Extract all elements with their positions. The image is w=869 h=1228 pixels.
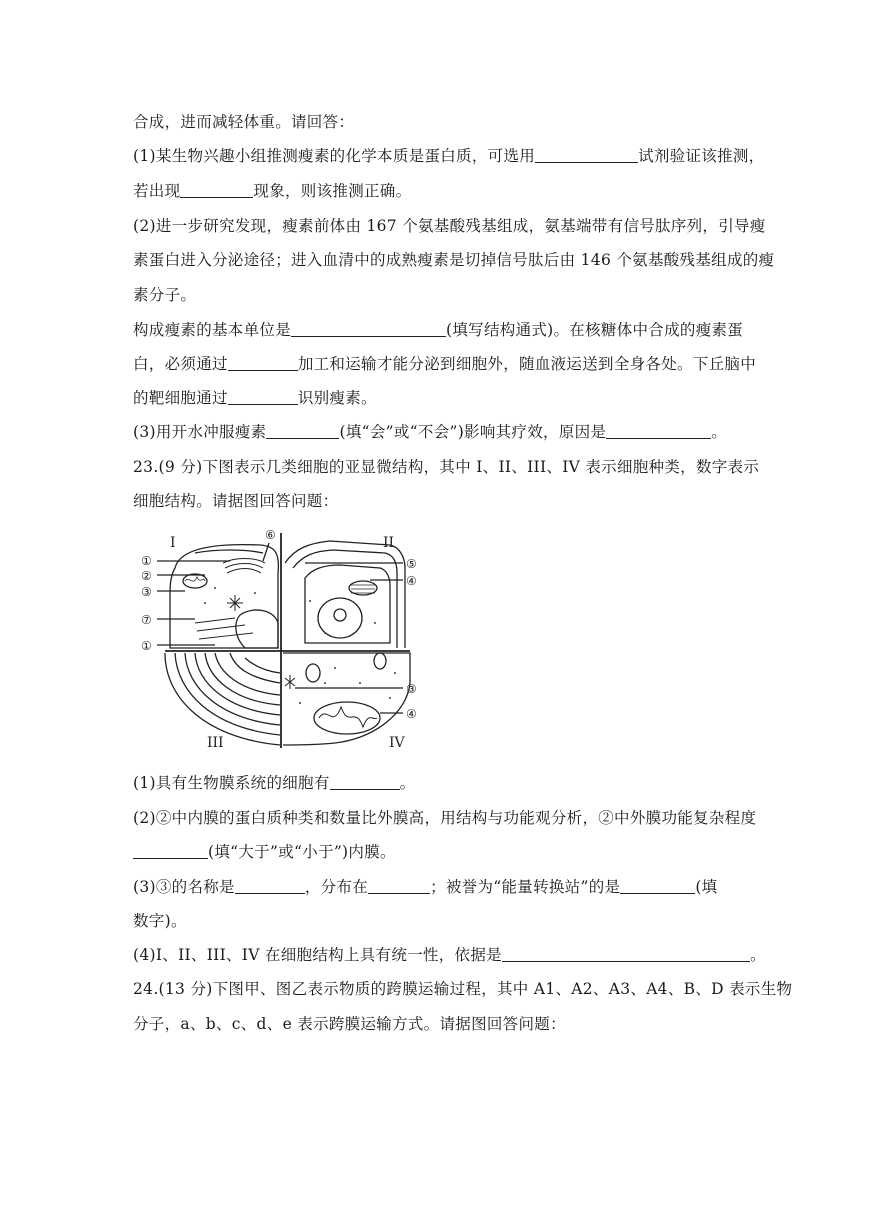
structure-marker: ⑦: [141, 613, 152, 627]
cell-structure-figure: [135, 523, 435, 753]
text-line: 若出现 现象，则该推测正确。: [133, 182, 412, 200]
answer-blank[interactable]: [535, 148, 638, 163]
text-line: 合成，进而减轻体重。请回答：: [133, 113, 355, 131]
text-line: 素蛋白进入分泌途径；进入血清中的成熟瘦素是切掉信号肽后由 146 个氨基酸残基组成的瘦: [133, 251, 775, 269]
structure-marker: ①: [141, 554, 152, 568]
answer-blank[interactable]: [235, 879, 305, 894]
structure-marker: ②: [141, 569, 152, 583]
structure-marker: ④: [406, 574, 417, 588]
text-line: (1)具有生物膜系统的细胞有 。: [133, 774, 416, 792]
structure-marker: ⑤: [406, 557, 417, 571]
quadrant-label: III: [207, 735, 224, 751]
text-line: 白，必须通过 加工和运输才能分泌到细胞外，随血液运送到全身各处。下丘脑中: [133, 355, 757, 373]
answer-blank[interactable]: [180, 183, 253, 198]
question-24-heading: 24.(13 分)下图甲、图乙表示物质的跨膜运输过程，其中 A1、A2、A3、A4、B、D 表示生物: [133, 980, 793, 998]
answer-blank[interactable]: [228, 356, 298, 371]
answer-blank[interactable]: [266, 424, 339, 439]
structure-marker: ④: [406, 707, 417, 721]
structure-marker: ①: [141, 639, 152, 653]
answer-blank[interactable]: [606, 424, 711, 439]
answer-blank[interactable]: [291, 322, 446, 337]
quadrant-label: I: [170, 535, 176, 551]
text-line: (3)③的名称是 ，分布在 ；被誉为“能量转换站”的是 (填: [133, 878, 718, 896]
structure-marker: ③: [406, 682, 417, 696]
question-3-line: (3)用开水冲服瘦素 (填“会”或“不会”)影响其疗效，原因是 。: [133, 423, 728, 441]
question-23-heading: 23.(9 分)下图表示几类细胞的亚显微结构，其中 I、II、III、IV 表示细胞种类，数字表示: [133, 458, 760, 476]
text-line: 素分子。: [133, 286, 197, 304]
text-line: 的靶细胞通过 识别瘦素。: [133, 389, 377, 407]
text-line: 构成瘦素的基本单位是 (填写结构通式)。在核糖体中合成的瘦素蛋: [133, 321, 744, 339]
text-line: 细胞结构。请据图回答问题：: [133, 492, 339, 510]
quadrant-label: IV: [389, 735, 405, 751]
text-line: (4)I、II、III、IV 在细胞结构上具有统一性，依据是 。: [133, 946, 766, 964]
answer-blank[interactable]: [133, 844, 208, 859]
structure-marker: ③: [141, 585, 152, 599]
text-line: (2)②中内膜的蛋白质种类和数量比外膜高，用结构与功能观分析，②中外膜功能复杂程度: [133, 809, 757, 827]
text-line: 分子，a、b、c、d、e 表示跨膜运输方式。请据图回答问题：: [133, 1015, 566, 1033]
structure-marker: ⑥: [265, 528, 276, 542]
quadrant-label: II: [383, 535, 395, 551]
answer-blank[interactable]: [502, 947, 750, 962]
question-1-line: (1)某生物兴趣小组推测瘦素的化学本质是蛋白质，可选用 试剂验证该推测，: [133, 147, 765, 165]
text-line: (填“大于”或“小于”)内膜。: [133, 842, 396, 862]
answer-blank[interactable]: [228, 390, 298, 405]
text-line: 数字)。: [133, 912, 187, 930]
question-2-line: (2)进一步研究发现，瘦素前体由 167 个氨基酸残基组成，氨基端带有信号肽序列，引导瘦: [133, 217, 766, 235]
answer-blank[interactable]: [620, 879, 695, 894]
answer-blank[interactable]: [330, 775, 400, 790]
answer-blank[interactable]: [368, 879, 430, 894]
